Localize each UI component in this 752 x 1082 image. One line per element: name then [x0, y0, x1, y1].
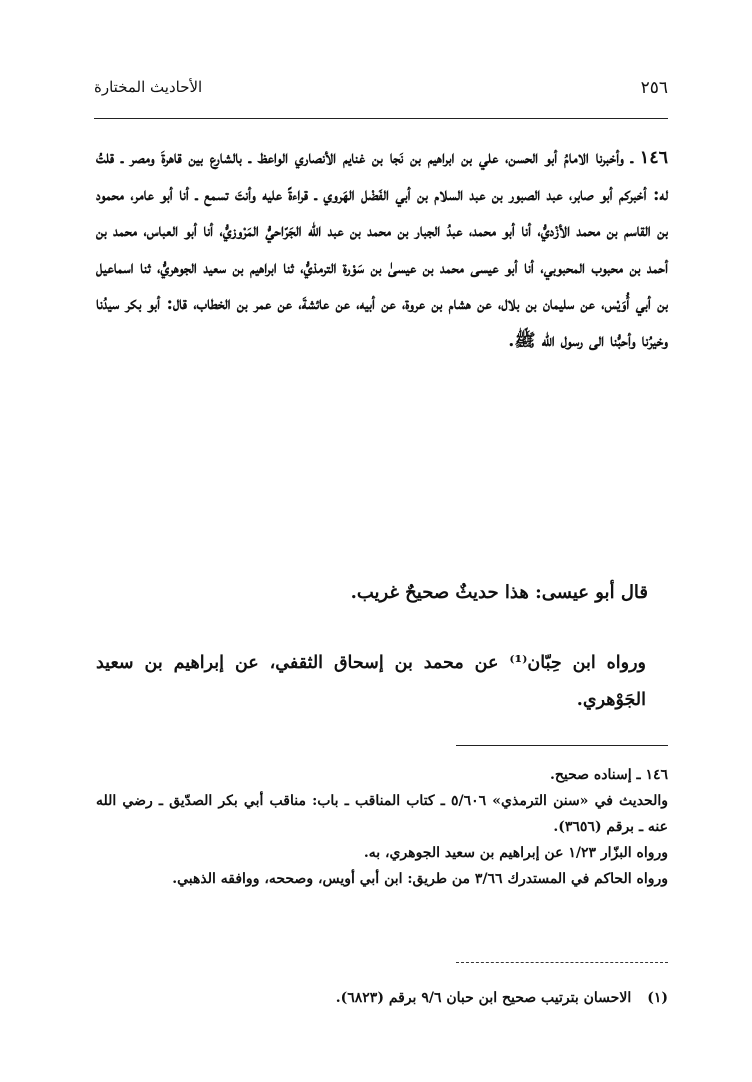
page-number: ٢٥٦	[640, 78, 668, 98]
footnote	[96, 985, 668, 1011]
hadith-body	[96, 140, 668, 359]
footnote-marker: (١)	[647, 990, 668, 1006]
commentary-tirmidhi-ref: والحديث في «سنن الترمذي» ٥/٦٠٦ ـ كتاب المناقب ـ باب: مناقب أبي بكر الصدّيق ـ رضي الله عنه ـ برقم (٣٦٥٦).	[96, 793, 669, 835]
hadith-text: ١٤٦ ـ وأخبرنا الامامُ أبو الحسن، علي بن ابراهيم بن نَجا بن غنايم الأنصاري الواعظ ـ بالشارع بين قاهرةَ ومصر ـ قلتُ له: أخبركم أبو صابر، عبد الصبور بن عبد السلام بن أبي الفَضْل الهَروي ـ قراءةً عليه وأنتَ تسمع ـ أنا أبو عامر، محمود بن القاسم بن محمد الأزْديُّ، أنا أبو محمد، عبدُ الجبار بن محمد بن عبد الله الجَرّاحيُّ المَرْوزيُّ، أنا أبو العباس، محمد بن أحمد بن محبوب المحبوبي، أنا أبو عيسى محمد بن عيسىٰ بن سَوْرة الترمذيُّ، ثنا ابراهيم بن سعيد الجوهريُّ، ثنا اسماعيل بن أبي أُوَيْس، عن سليمان بن بلال، عن هشام بن عروة، عن أبيه، عن عائشةَ، عن عمر بن الخطاب، قال: أبو بكر سيدُنا وخيرُنا وأحبُّنا الى رسول الله ﷺ.	[96, 148, 668, 351]
running-title: الأحاديث المختارة	[94, 78, 203, 96]
tirmidhi-verdict: قال أبو عيسى: هذا حديثٌ صحيحٌ غريب.	[350, 582, 648, 603]
footnote-rule	[456, 962, 668, 963]
commentary-block	[96, 762, 668, 892]
commentary-hakim-ref: ورواه الحاكم في المستدرك ٣/٦٦ من طريق: ابن أبي أويس، وصححه، ووافقه الذهبي.	[172, 871, 668, 887]
page-header	[94, 74, 668, 104]
ibn-hibban-narration: ورواه ابن حِبّان⁽¹⁾ عن محمد بن إسحاق الثقفي، عن إبراهيم بن سعيد الجَوْهري.	[96, 653, 646, 710]
commentary-isnad: ١٤٦ ـ إسناده صحيح.	[549, 767, 668, 783]
header-rule	[94, 118, 668, 119]
commentary-rule	[456, 745, 668, 746]
commentary-bazzar-ref: ورواه البزّار ١/٢٣ عن إبراهيم بن سعيد الجوهري، به.	[363, 845, 668, 861]
footnote-text: الاحسان بترتيب صحيح ابن حبان ٩/٦ برقم (٦٨٢٣).	[335, 990, 632, 1006]
